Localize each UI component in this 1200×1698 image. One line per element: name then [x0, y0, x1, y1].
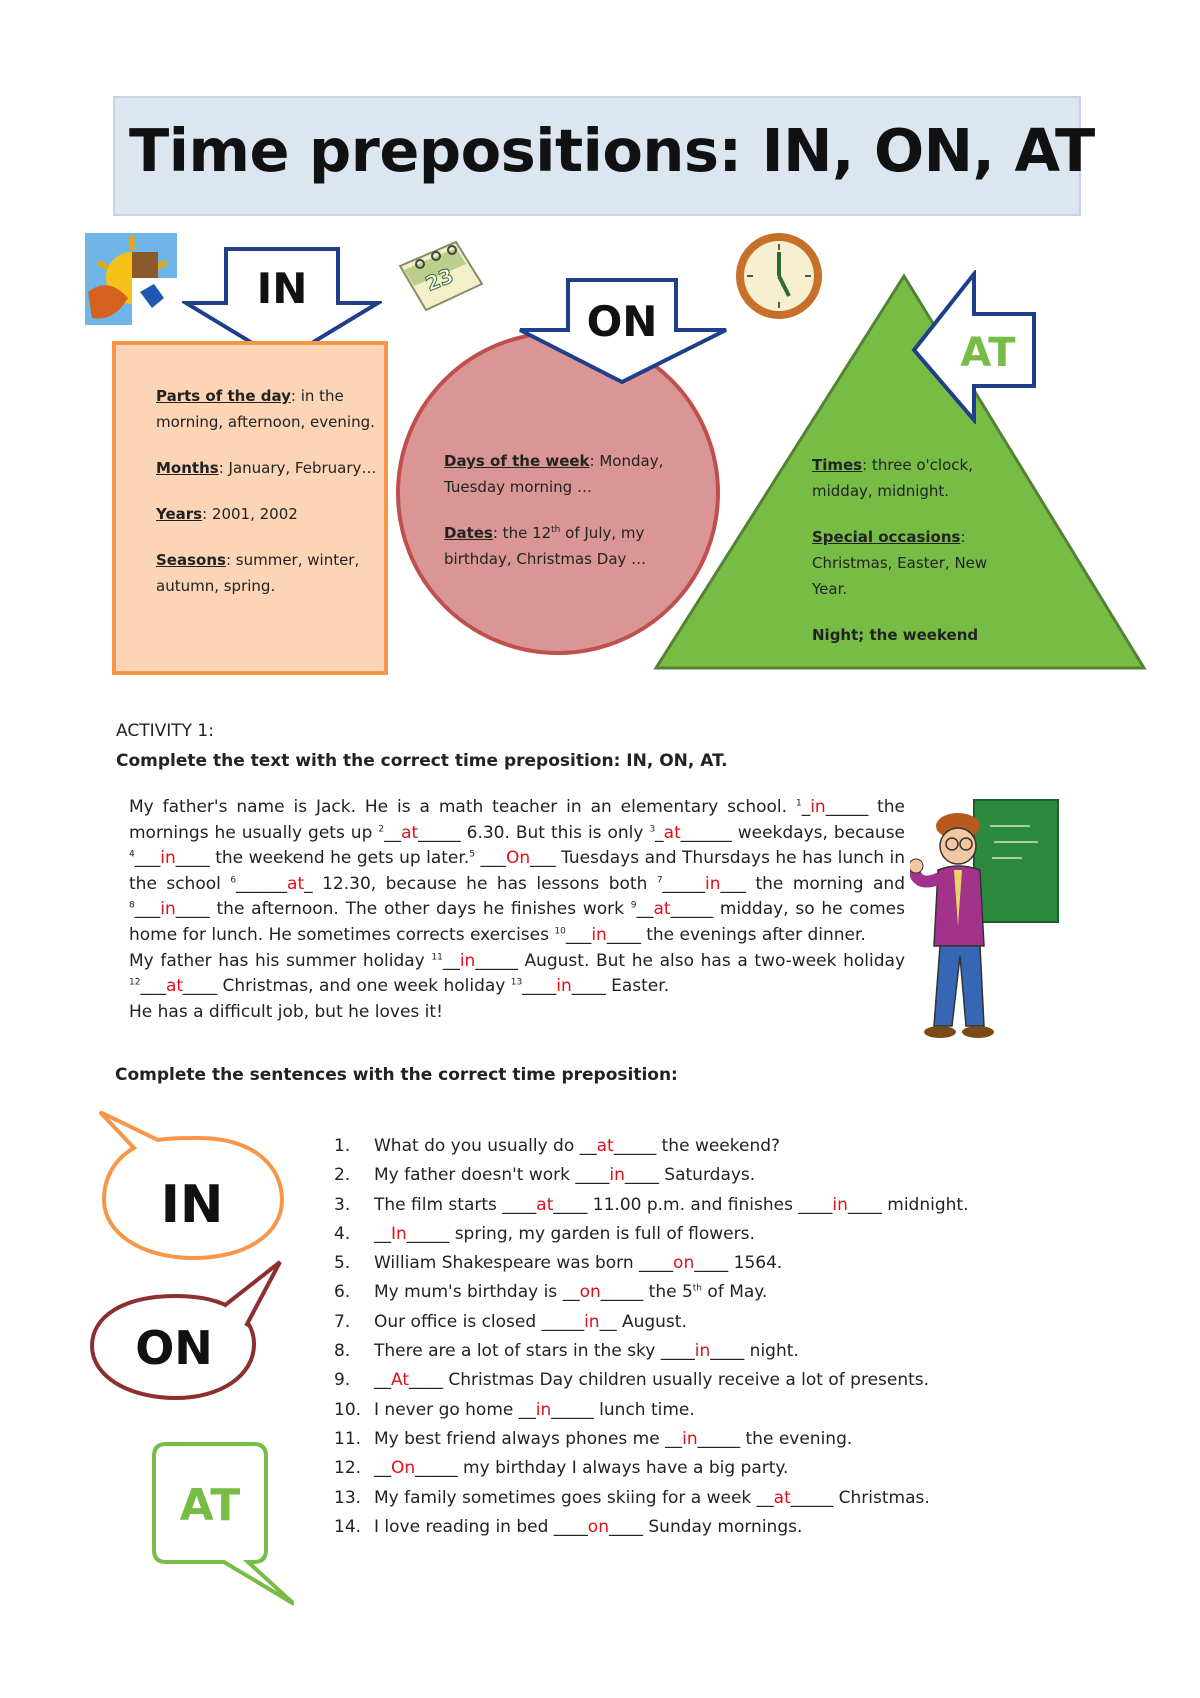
gap-blank: ____: [175, 899, 210, 920]
item-text: What do you usually do: [374, 1136, 580, 1156]
gap-blank: __: [442, 950, 460, 971]
gap-answer: in: [705, 873, 721, 894]
days-label: Days of the week: [444, 452, 590, 470]
gap-blank: _____: [670, 899, 714, 920]
item-text: Our office is closed: [374, 1311, 542, 1332]
gap-number: 13: [510, 977, 523, 988]
gap-blank: ____: [639, 1253, 674, 1274]
list-item: [334, 1191, 1054, 1220]
item-text: night.: [744, 1341, 799, 1362]
years-text: : 2001, 2002: [202, 505, 298, 523]
gap-number: 6: [230, 875, 237, 886]
gap-answer: In: [391, 1223, 407, 1244]
gap-answer: in: [591, 924, 607, 945]
gap-blank: _____: [613, 1136, 657, 1156]
gap-blank: _____: [475, 950, 518, 971]
on-arrow-label: ON: [586, 297, 658, 346]
gap-blank: ____: [522, 976, 557, 997]
item-text: the 5: [643, 1282, 693, 1303]
page-title: Time prepositions: IN, ON, AT: [129, 116, 1095, 185]
gap-blank: _: [655, 822, 664, 843]
item-text: There are a lot of stars in the sky: [374, 1341, 661, 1362]
item-text: lunch time.: [593, 1399, 695, 1420]
title-banner: [113, 96, 1095, 216]
calendar-number: 23: [421, 263, 457, 296]
item-number: 8.: [334, 1341, 351, 1362]
passage-text: 12.30, because he has lessons both: [312, 873, 657, 894]
gap-answer: at: [663, 822, 681, 843]
gap-blank: ___: [134, 899, 161, 920]
gap-number: 7: [656, 875, 663, 886]
gap-answer: At: [391, 1370, 409, 1391]
special-text: Christmas, Easter, New Year.: [812, 554, 988, 598]
dates-text-2: of July, my birthday, Christmas Day …: [444, 524, 647, 568]
item-text: Christmas.: [833, 1487, 930, 1508]
item-text: Christmas Day children usually receive a lot of presents.: [443, 1370, 930, 1391]
gap-answer: in: [535, 1399, 552, 1420]
dates-text-1: : the 12: [492, 524, 552, 542]
gap-answer: at: [773, 1487, 791, 1508]
passage-text: 6.30. But this is only: [460, 822, 650, 843]
gap-answer: in: [459, 950, 476, 971]
times-label: Times: [812, 456, 863, 474]
gap-answer: On: [391, 1458, 416, 1479]
item-text: Sunday mornings.: [642, 1516, 803, 1537]
item-text: spring, my garden is full of flowers.: [449, 1223, 755, 1244]
list-item: [334, 1161, 1054, 1190]
on-rules-text: [444, 448, 680, 592]
gap-blank: __: [756, 1487, 774, 1508]
gap-answer: in: [160, 899, 176, 920]
gap-blank: ___: [474, 848, 506, 869]
gap-blank: ____: [409, 1370, 443, 1391]
item-text: of May.: [702, 1282, 768, 1303]
item-text: William Shakespeare was born: [374, 1253, 640, 1274]
list-item: [334, 1513, 1054, 1542]
gap-blank: _____: [790, 1487, 834, 1508]
list-item: [334, 1337, 1054, 1366]
gap-number: 9: [630, 900, 637, 911]
special-label: Special occasions: [812, 528, 961, 546]
passage-text: the mornings he usually gets up: [129, 797, 905, 843]
gap-blank: ____: [575, 1165, 610, 1186]
gap-blank: ___: [530, 848, 556, 869]
gap-answer: On: [505, 848, 531, 869]
gap-blank: _____: [697, 1428, 741, 1449]
gap-blank: ____: [710, 1341, 745, 1362]
gap-blank: ______: [236, 873, 288, 894]
item-text: ____ midnight.: [847, 1194, 969, 1215]
gap-answer: in: [682, 1428, 698, 1449]
seasons-icon: [84, 232, 178, 326]
gap-blank: __: [374, 1223, 391, 1244]
item-text: My family sometimes goes skiing for a week: [374, 1487, 757, 1508]
gap-number: 1: [795, 798, 802, 809]
seasons-label: Seasons: [156, 551, 226, 569]
gap-blank: ____: [502, 1194, 537, 1215]
teacher-illustration: [910, 796, 1060, 1046]
list-item: [334, 1454, 1054, 1483]
parts-of-day-label: Parts of the day: [156, 387, 291, 405]
gap-blank: __: [518, 1399, 536, 1420]
gap-number: 12: [129, 977, 141, 988]
item-number: 14.: [334, 1516, 362, 1537]
item-text: Saturdays.: [658, 1165, 756, 1186]
gap-answer: in: [609, 1165, 625, 1186]
list-item: [334, 1308, 1054, 1337]
list-item: [334, 1278, 1054, 1307]
gap-blank: ____: [553, 1516, 588, 1537]
gap-blank: ____: [694, 1253, 729, 1274]
item-text: My best friend always phones me: [374, 1428, 666, 1449]
list-item: [334, 1366, 1054, 1395]
gap-number: 11: [431, 951, 443, 962]
gap-blank: _____: [418, 822, 461, 843]
gap-blank: _: [304, 873, 313, 894]
sentences-heading: Complete the sentences with the correct time preposition:: [115, 1065, 678, 1085]
passage-text: August. But he also has a two-week holiday: [517, 950, 906, 971]
gap-blank: _____: [406, 1223, 450, 1244]
months-label: Months: [156, 459, 219, 477]
gap-answer: in: [832, 1194, 848, 1215]
gap-answer: at: [596, 1136, 614, 1156]
seasons-text: : summer, winter, autumn, spring.: [156, 551, 360, 595]
gap-blank: __: [384, 822, 402, 843]
item-number: 10.: [334, 1399, 362, 1420]
gap-answer: at: [287, 873, 305, 894]
gap-blank: __: [374, 1370, 391, 1391]
gap-blank: _____: [415, 1458, 458, 1479]
gap-answer: on: [579, 1282, 601, 1303]
gap-blank: ____: [571, 976, 606, 997]
item-number: 11.: [334, 1428, 362, 1449]
passage-text: weekdays, because: [731, 822, 906, 843]
gap-answer: at: [165, 976, 184, 997]
gap-blank: __: [374, 1458, 391, 1479]
days-text: : Monday, Tuesday morning …: [444, 452, 664, 496]
in-arrow-label: IN: [256, 264, 308, 313]
item-text: I love reading in bed: [374, 1516, 554, 1537]
item-text: My mum's birthday is: [374, 1282, 563, 1303]
item-number: 1.: [334, 1136, 351, 1156]
passage-text: Easter.: [605, 976, 670, 997]
gap-answer: on: [673, 1253, 695, 1274]
gap-number: 3: [649, 823, 656, 834]
gap-number: 10: [554, 926, 566, 937]
item-text: August.: [616, 1311, 687, 1332]
gap-blank: _____: [541, 1311, 585, 1332]
gap-answer: in: [694, 1341, 711, 1362]
gap-blank: _: [801, 797, 811, 817]
gap-blank: ____: [553, 1194, 588, 1215]
list-item: [334, 1249, 1054, 1278]
item-number: 2.: [334, 1165, 351, 1186]
activity-heading: [116, 716, 728, 776]
sentence-list: [334, 1132, 1054, 1542]
gap-blank: _____: [551, 1399, 594, 1420]
at-bubble-label: AT: [179, 1480, 241, 1531]
passage-text: My father's name is Jack. He is a math teacher in an elementary school.: [129, 797, 796, 817]
gap-blank: ___: [720, 873, 747, 894]
gap-answer: on: [587, 1516, 609, 1537]
years-label: Years: [156, 505, 203, 523]
in-speech-bubble: [96, 1110, 292, 1260]
item-number: 6.: [334, 1282, 351, 1303]
gap-answer: in: [584, 1311, 600, 1332]
gap-blank: ____: [175, 848, 210, 869]
gap-blank: ______: [680, 822, 732, 843]
on-bubble-label: ON: [135, 1321, 213, 1375]
dates-label: Dates: [444, 524, 493, 542]
gap-number: 8: [129, 900, 135, 911]
parts-of-day-text: : in the morning, afternoon, evening.: [156, 387, 375, 431]
item-number: 12.: [334, 1458, 362, 1479]
item-text: the evening.: [740, 1428, 853, 1449]
passage-text: Tuesdays and Thursdays he has lunch in the school: [129, 848, 906, 894]
gap-blank: ____: [660, 1341, 695, 1362]
item-text: My father doesn't work: [374, 1165, 576, 1186]
night-weekend: Night; the weekend: [812, 626, 979, 644]
passage-text: midday, so he comes home for lunch. He sometimes corrects exercises: [129, 899, 905, 945]
passage-text: the morning and: [746, 873, 905, 894]
item-text: my birthday I always have a big party.: [457, 1458, 789, 1479]
gap-blank: __: [579, 1136, 597, 1156]
gap-number: 4: [129, 849, 135, 860]
gap-blank: __: [665, 1428, 683, 1449]
passage-text: Christmas, and one week holiday: [217, 976, 511, 997]
item-number: 13.: [334, 1487, 362, 1508]
item-text: I never go home: [374, 1399, 519, 1420]
gap-number: 2: [378, 823, 385, 834]
passage-text: the weekend he gets up later.: [209, 848, 470, 869]
gap-blank: ___: [140, 976, 166, 997]
item-text: the weekend?: [656, 1136, 781, 1156]
item-number: 9.: [334, 1370, 351, 1391]
activity-instruction: Complete the text with the correct time preposition: IN, ON, AT.: [116, 751, 728, 771]
item-text: 11.00 p.m. and finishes ____: [587, 1194, 833, 1215]
gap-blank: ___: [565, 924, 592, 945]
item-text: 1564.: [728, 1253, 783, 1274]
list-item: [334, 1220, 1054, 1249]
gap-blank: ____: [608, 1516, 643, 1537]
gap-answer: at: [401, 822, 419, 843]
list-item: [334, 1484, 1054, 1513]
list-item: [334, 1425, 1054, 1454]
gap-blank: ____: [606, 924, 641, 945]
gap-blank: _____: [825, 797, 869, 817]
gap-answer: in: [160, 848, 176, 869]
activity-passage: [129, 795, 905, 1025]
passage-text: the evenings after dinner.: [640, 924, 866, 945]
gap-answer: at: [653, 899, 671, 920]
gap-blank: __: [599, 1311, 617, 1332]
gap-blank: __: [636, 899, 654, 920]
times-text: : three o'clock, midday, midnight.: [812, 456, 973, 500]
at-arrow: [910, 270, 1040, 424]
gap-blank: _____: [662, 873, 706, 894]
calendar-icon: [396, 236, 486, 316]
in-bubble-label: IN: [160, 1175, 224, 1235]
activity-title: ACTIVITY 1:: [116, 721, 214, 741]
gap-blank: __: [562, 1282, 580, 1303]
item-number: 4.: [334, 1223, 351, 1244]
item-number: 3.: [334, 1194, 351, 1215]
in-rules-text: [156, 383, 381, 619]
gap-blank: ____: [624, 1165, 659, 1186]
list-item: [334, 1396, 1054, 1425]
passage-text: He has a difficult job, but he loves it!: [129, 1001, 443, 1022]
on-speech-bubble: [84, 1258, 284, 1406]
at-rules-text: Times: three o'clock, midday, midnight. Special occasions: Christmas, Easter, New Year. Night; the weekend: [812, 456, 988, 644]
gap-blank: ___: [134, 848, 161, 869]
passage-text: the afternoon. The other days he finishes work: [209, 899, 631, 920]
gap-number: 5: [469, 849, 475, 860]
passage-text: My father has his summer holiday: [129, 950, 432, 971]
dates-sup: th: [551, 525, 561, 535]
at-speech-bubble: [144, 1440, 294, 1606]
gap-answer: in: [556, 976, 572, 997]
item-number: 7.: [334, 1311, 351, 1332]
gap-blank: _____: [600, 1282, 644, 1303]
months-text: : January, February…: [218, 459, 377, 477]
gap-blank: ____: [183, 976, 218, 997]
at-arrow-label: AT: [960, 330, 1016, 376]
list-item: [334, 1132, 1054, 1161]
gap-answer: at: [536, 1194, 554, 1215]
ordinal-sup: th: [692, 1283, 703, 1294]
item-number: 5.: [334, 1253, 351, 1274]
item-text: The film starts: [374, 1194, 503, 1215]
gap-answer: in: [810, 797, 826, 817]
